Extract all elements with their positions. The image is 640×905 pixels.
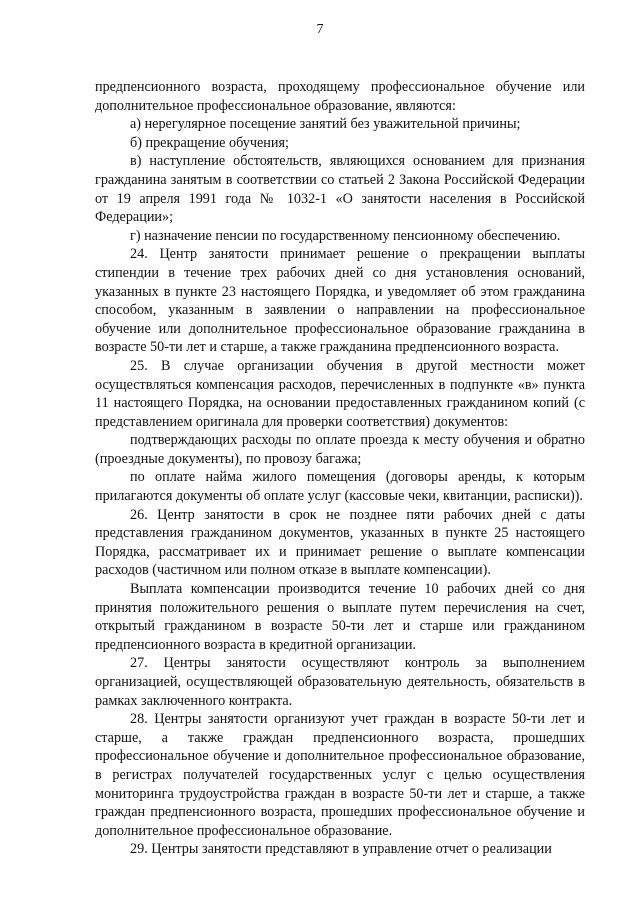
paragraph-27: 27. Центры занятости осуществляют контроль за выполнением организацией, осуществляющей образовательную деятельность, обязательств в рамках заключенного контракта. <box>95 655 585 709</box>
document-body <box>95 78 585 859</box>
paragraph-28: 28. Центры занятости организуют учет граждан в возрасте 50-ти лет и старше, а также граждан предпенсионного возраста, прошедших профессиональное обучение и дополнительное профессиональное образование, в регистрах получателей государственных услуг с целью осуществления мониторинга трудоустройства граждан в возрасте 50-ти лет и старше, а также граждан предпенсионного возраста, прошедших профессиональное обучение и дополнительное профессиональное образование. <box>95 711 585 839</box>
paragraph-29: 29. Центры занятости представляют в управление отчет о реализации <box>130 841 552 858</box>
paragraph-item-v: в) наступление обстоятельств, являющихся основанием для признания гражданина занятым в соответствии со статьей 2 Закона Российской Федерации от 19 апреля 1991 года № 1032-1 «О занятости населения в Российской Федерации»; <box>95 153 585 226</box>
paragraph-item-a: а) нерегулярное посещение занятий без уважительной причины; <box>130 116 521 133</box>
paragraph-item-g: г) назначение пенсии по государственному пенсионному обеспечению. <box>130 227 561 244</box>
paragraph-26-payment: Выплата компенсации производится течение 10 рабочих дней со дня принятия положительного решения о выплате путем перечисления на счет, открытый гражданином в возрасте 50-ти лет и старше или гражданином предпенсионного возраста в кредитной организации. <box>95 581 585 653</box>
paragraph-continuation: предпенсионного возраста, проходящему профессиональное обучение или дополнительное профессиональное образование, являются: <box>95 79 585 114</box>
paragraph-item-b: б) прекращение обучения; <box>130 134 289 151</box>
paragraph-25-housing: по оплате найма жилого помещения (договоры аренды, к которым прилагаются документы об оплате услуг (кассовые чеки, квитанции, расписки)). <box>95 469 585 505</box>
paragraph-25-travel: подтверждающих расходы по оплате проезда к месту обучения и обратно (проездные документы), по провозу багажа; <box>95 432 585 467</box>
paragraph-25: 25. В случае организации обучения в другой местности может осуществляться компенсация расходов, перечисленных в подпункте «в» пункта 11 настоящего Порядка, на основании предоставленных гражданином копий (с представлением оригинала для проверки соответствия) документов: <box>95 357 585 430</box>
page-number: 7 <box>316 22 324 37</box>
paragraph-26: 26. Центр занятости в срок не позднее пяти рабочих дней с даты представления гражданином документов, указанных в пункте 25 настоящего Порядка, рассматривает их и принимает решение о выплате компенсации расходов (частичном или полном отказе в выплате компенсации). <box>95 506 585 579</box>
paragraph-24: 24. Центр занятости принимает решение о прекращении выплаты стипендии в течение трех рабочих дней со дня установления оснований, указанных в пункте 23 настоящего Порядка, и уведомляет об этом гражданина способом, указанным в заявлении о направлении на профессиональное обучение или дополнительное профессиональное образование гражданина в возрасте 50-ти лет и старше, а также гражданина предпенсионного возраста. <box>95 246 585 356</box>
